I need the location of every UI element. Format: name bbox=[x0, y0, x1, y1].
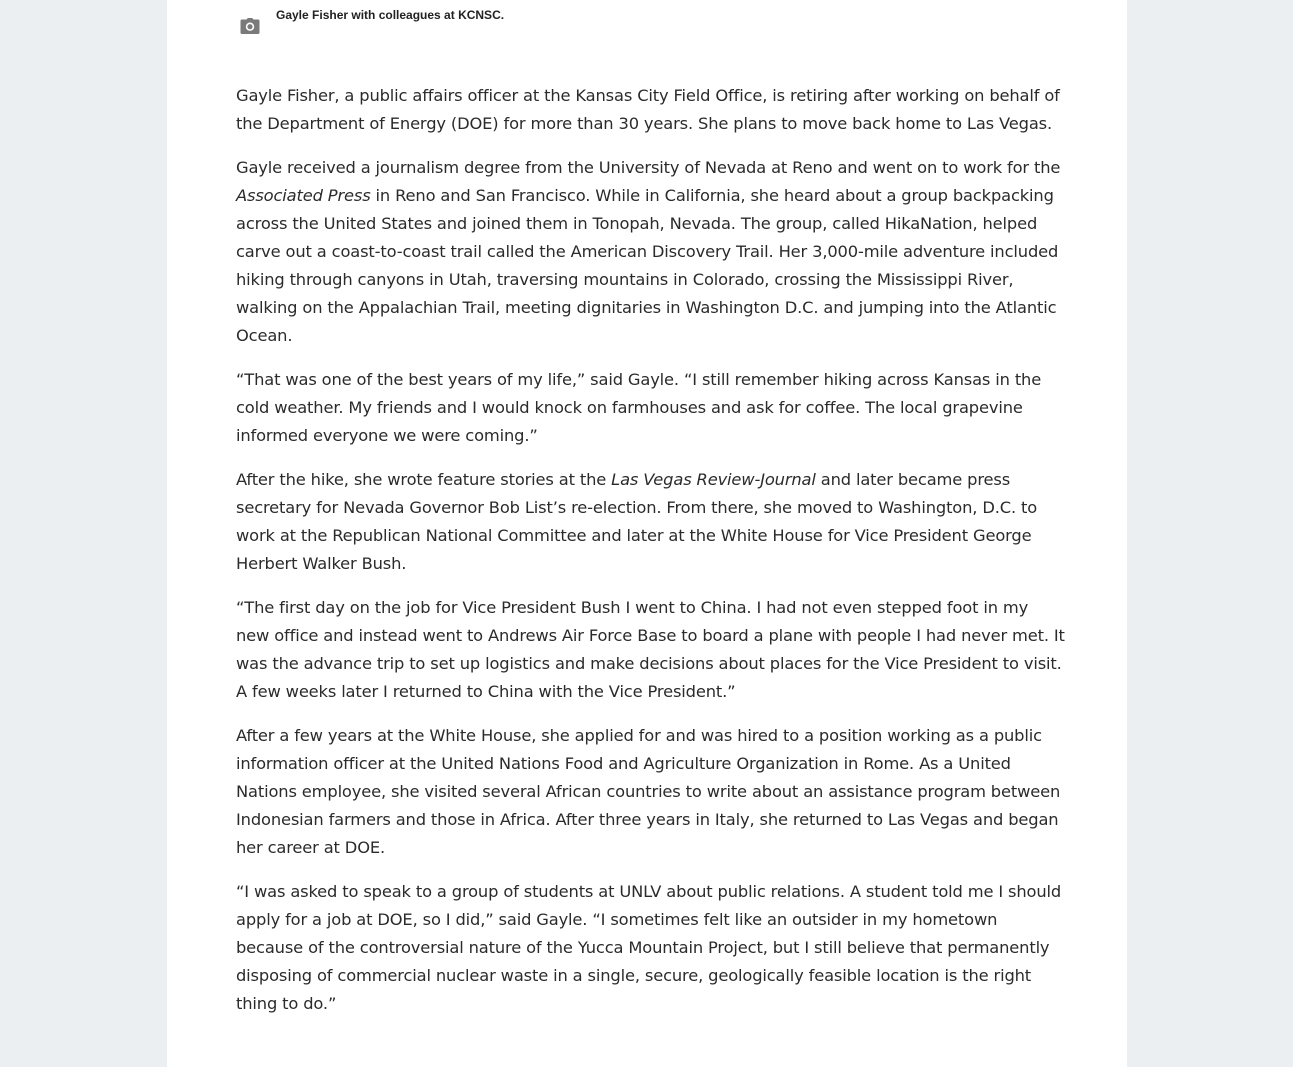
paragraph-3: “That was one of the best years of my life,” said Gayle. “I still remember hiking across Kansas in the cold weather. My friends and I would knock on farmhouses and ask for coffee. The local grapevine informed everyone we were coming.” bbox=[236, 370, 1042, 445]
paragraph-4 bbox=[236, 466, 1066, 578]
caption-text: Gayle Fisher with colleagues at KCNSC. bbox=[276, 8, 505, 22]
paragraph-6: After a few years at the White House, she applied for and was hired to a position working as a public information officer at the United Nations Food and Agriculture Organization in Rome. As a United Nations employee, she visited several African countries to write about an assistance program between Indonesian farmers and those in Africa. After three years in Italy, she returned to Las Vegas and began her career at DOE. bbox=[236, 726, 1061, 857]
paragraph-2 bbox=[236, 154, 1066, 350]
article-card bbox=[167, 0, 1127, 1067]
paragraph-2-publication: Associated Press bbox=[236, 186, 371, 205]
paragraph-4-text-a: After the hike, she wrote feature stories at the bbox=[236, 470, 612, 489]
paragraph-2-text-a: Gayle received a journalism degree from the University of Nevada at Reno and went on to work for the bbox=[236, 158, 1061, 177]
paragraph-5: “The first day on the job for Vice President Bush I went to China. I had not even stepped foot in my new office and instead went to Andrews Air Force Base to board a plane with people I had never met. It was the advance trip to set up logistics and make decisions about places for the Vice President to visit. A few weeks later I returned to China with the Vice President.” bbox=[236, 598, 1065, 701]
camera-icon bbox=[240, 18, 260, 34]
paragraph-1: Gayle Fisher, a public affairs officer at the Kansas City Field Office, is retiring after working on behalf of the Department of Energy (DOE) for more than 30 years. She plans to move back home to Las Vegas. bbox=[236, 86, 1060, 133]
photo-caption bbox=[240, 7, 504, 37]
article-body bbox=[236, 82, 1066, 1034]
paragraph-2-text-b: in Reno and San Francisco. While in California, she heard about a group backpacking across the United States and joined them in Tonopah, Nevada. The group, called HikaNation, helped carve out a coast-to-coast trail called the American Discovery Trail. Her 3,000-mile adventure included hiking through canyons in Utah, traversing mountains in Colorado, crossing the Mississippi River, walking on the Appalachian Trail, meeting dignitaries in Washington D.C. and jumping into the Atlantic Ocean. bbox=[236, 186, 1059, 345]
paragraph-7: “I was asked to speak to a group of students at UNLV about public relations. A student told me I should apply for a job at DOE, so I did,” said Gayle. “I sometimes felt like an outsider in my hometown because of the controversial nature of the Yucca Mountain Project, but I still believe that permanently disposing of commercial nuclear waste in a single, secure, geologically feasible location is the right thing to do.” bbox=[236, 882, 1062, 1013]
paragraph-4-text-b: and later became press secretary for Nevada Governor Bob List’s re-election. From there, she moved to Washington, D.C. to work at the Republican National Committee and later at the White House for Vice President George Herbert Walker Bush. bbox=[236, 470, 1038, 573]
paragraph-4-publication: Las Vegas Review-Journal bbox=[611, 470, 816, 489]
